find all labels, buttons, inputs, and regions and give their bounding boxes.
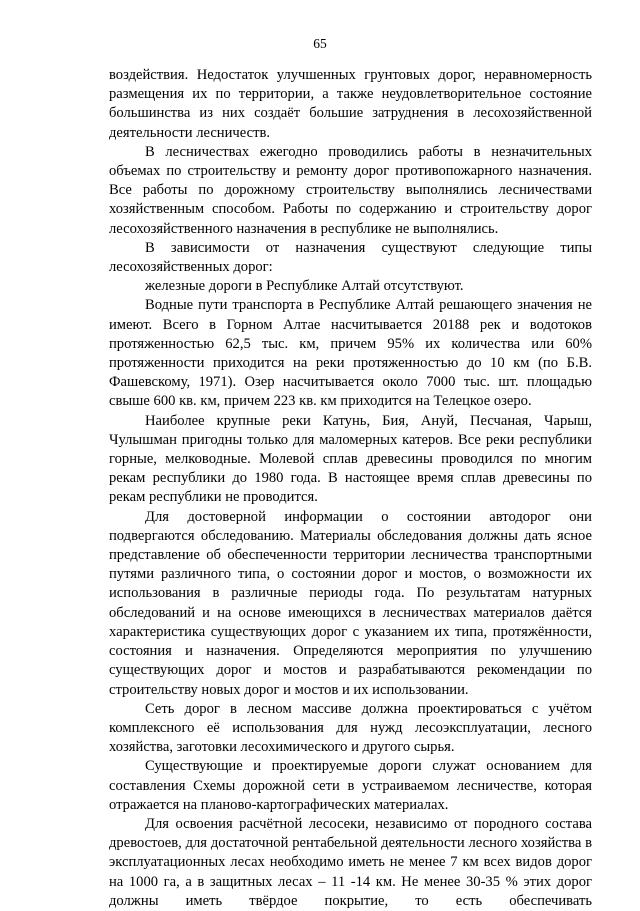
paragraph-9: Существующие и проектируемые дороги служат основанием для составления Схемы дорожной сети в устраиваемом лесничестве, которая отражается на планово-картографических материалах. <box>109 758 592 813</box>
paragraph-7: Для достоверной информации о состоянии автодорог они подвергаются обследованию. Материалы обследования должны дать ясное представление об обеспеченности территории лесничества транспортными путями различного типа, о состоянии дорог и мостов, о возможности их использования в различные периоды года. По результатам натурных обследований и на основе имеющихся в лесничествах материалов даётся характеристика существующих дорог с указанием их типа, протяжённости, состояния и назначения. Определяются мероприятия по улучшению существующих дорог и мостов и разрабатываются рекомендации по строительству новых дорог и мостов и их использовании. <box>109 508 592 698</box>
paragraph-10: Для освоения расчётной лесосеки, независимо от породного состава древостоев, для достаточной рентабельной деятельности лесного хозяйства в эксплуатационных лесах необходимо иметь не менее 7 км всех видов дорог на 1000 га, а в защитных лесах – 11 -14 км. Не менее 30-35 % этих дорог должны иметь твёрдое покрытие, то есть обеспечивать <box>109 815 592 909</box>
paragraph-4: железные дороги в Республике Алтай отсутствуют. <box>145 278 464 295</box>
paragraph-3: В зависимости от назначения существуют следующие типы лесохозяйственных дорог: <box>109 239 592 276</box>
page-number: 65 <box>313 36 327 51</box>
body-text <box>109 66 592 911</box>
paragraph-2: В лесничествах ежегодно проводились работы в незначительных объемах по строительству и ремонту дорог противопожарного назначения. Все работы по дорожному строительству выполнялись лесничествами хозяйственным способом. Работы по содержанию и строительству дорог лесохозяйственного назначения в республике не выполнялись. <box>109 143 592 237</box>
paragraph-8: Сеть дорог в лесном массиве должна проектироваться с учётом комплексного её использования для нужд лесоэксплуатации, лесного хозяйства, заготовки лесохимического и другого сырья. <box>109 700 592 756</box>
paragraph-5: Водные пути транспорта в Республике Алтай решающего значения не имеют. Всего в Горном Алтае насчитывается 20188 рек и водотоков протяженностью 62,5 тыс. км, причем 95% их количества или 60% протяженности приходится на реки протяженностью до 10 км (по Б.В. Фашевскому, 1971). Озер насчитывается около 7000 тыс. шт. площадью свыше 600 кв. км, причем 223 кв. км приходится на Телецкое озеро. <box>109 297 592 410</box>
paragraph-1: воздействия. Недостаток улучшенных грунтовых дорог, неравномерность размещения их по территории, а также неудовлетворительное состояние большинства из них создаёт большие затруднения в лесохозяйственной деятельности лесничеств. <box>109 67 592 141</box>
paragraph-6: Наиболее крупные реки Катунь, Бия, Ануй, Песчаная, Чарыш, Чулышман пригодны только для маломерных катеров. Все реки республики горные, мелководные. Молевой сплав древесины проводился по многим рекам республики до 1980 года. В настоящее время сплав древесины по рекам республики не проводится. <box>109 412 592 506</box>
